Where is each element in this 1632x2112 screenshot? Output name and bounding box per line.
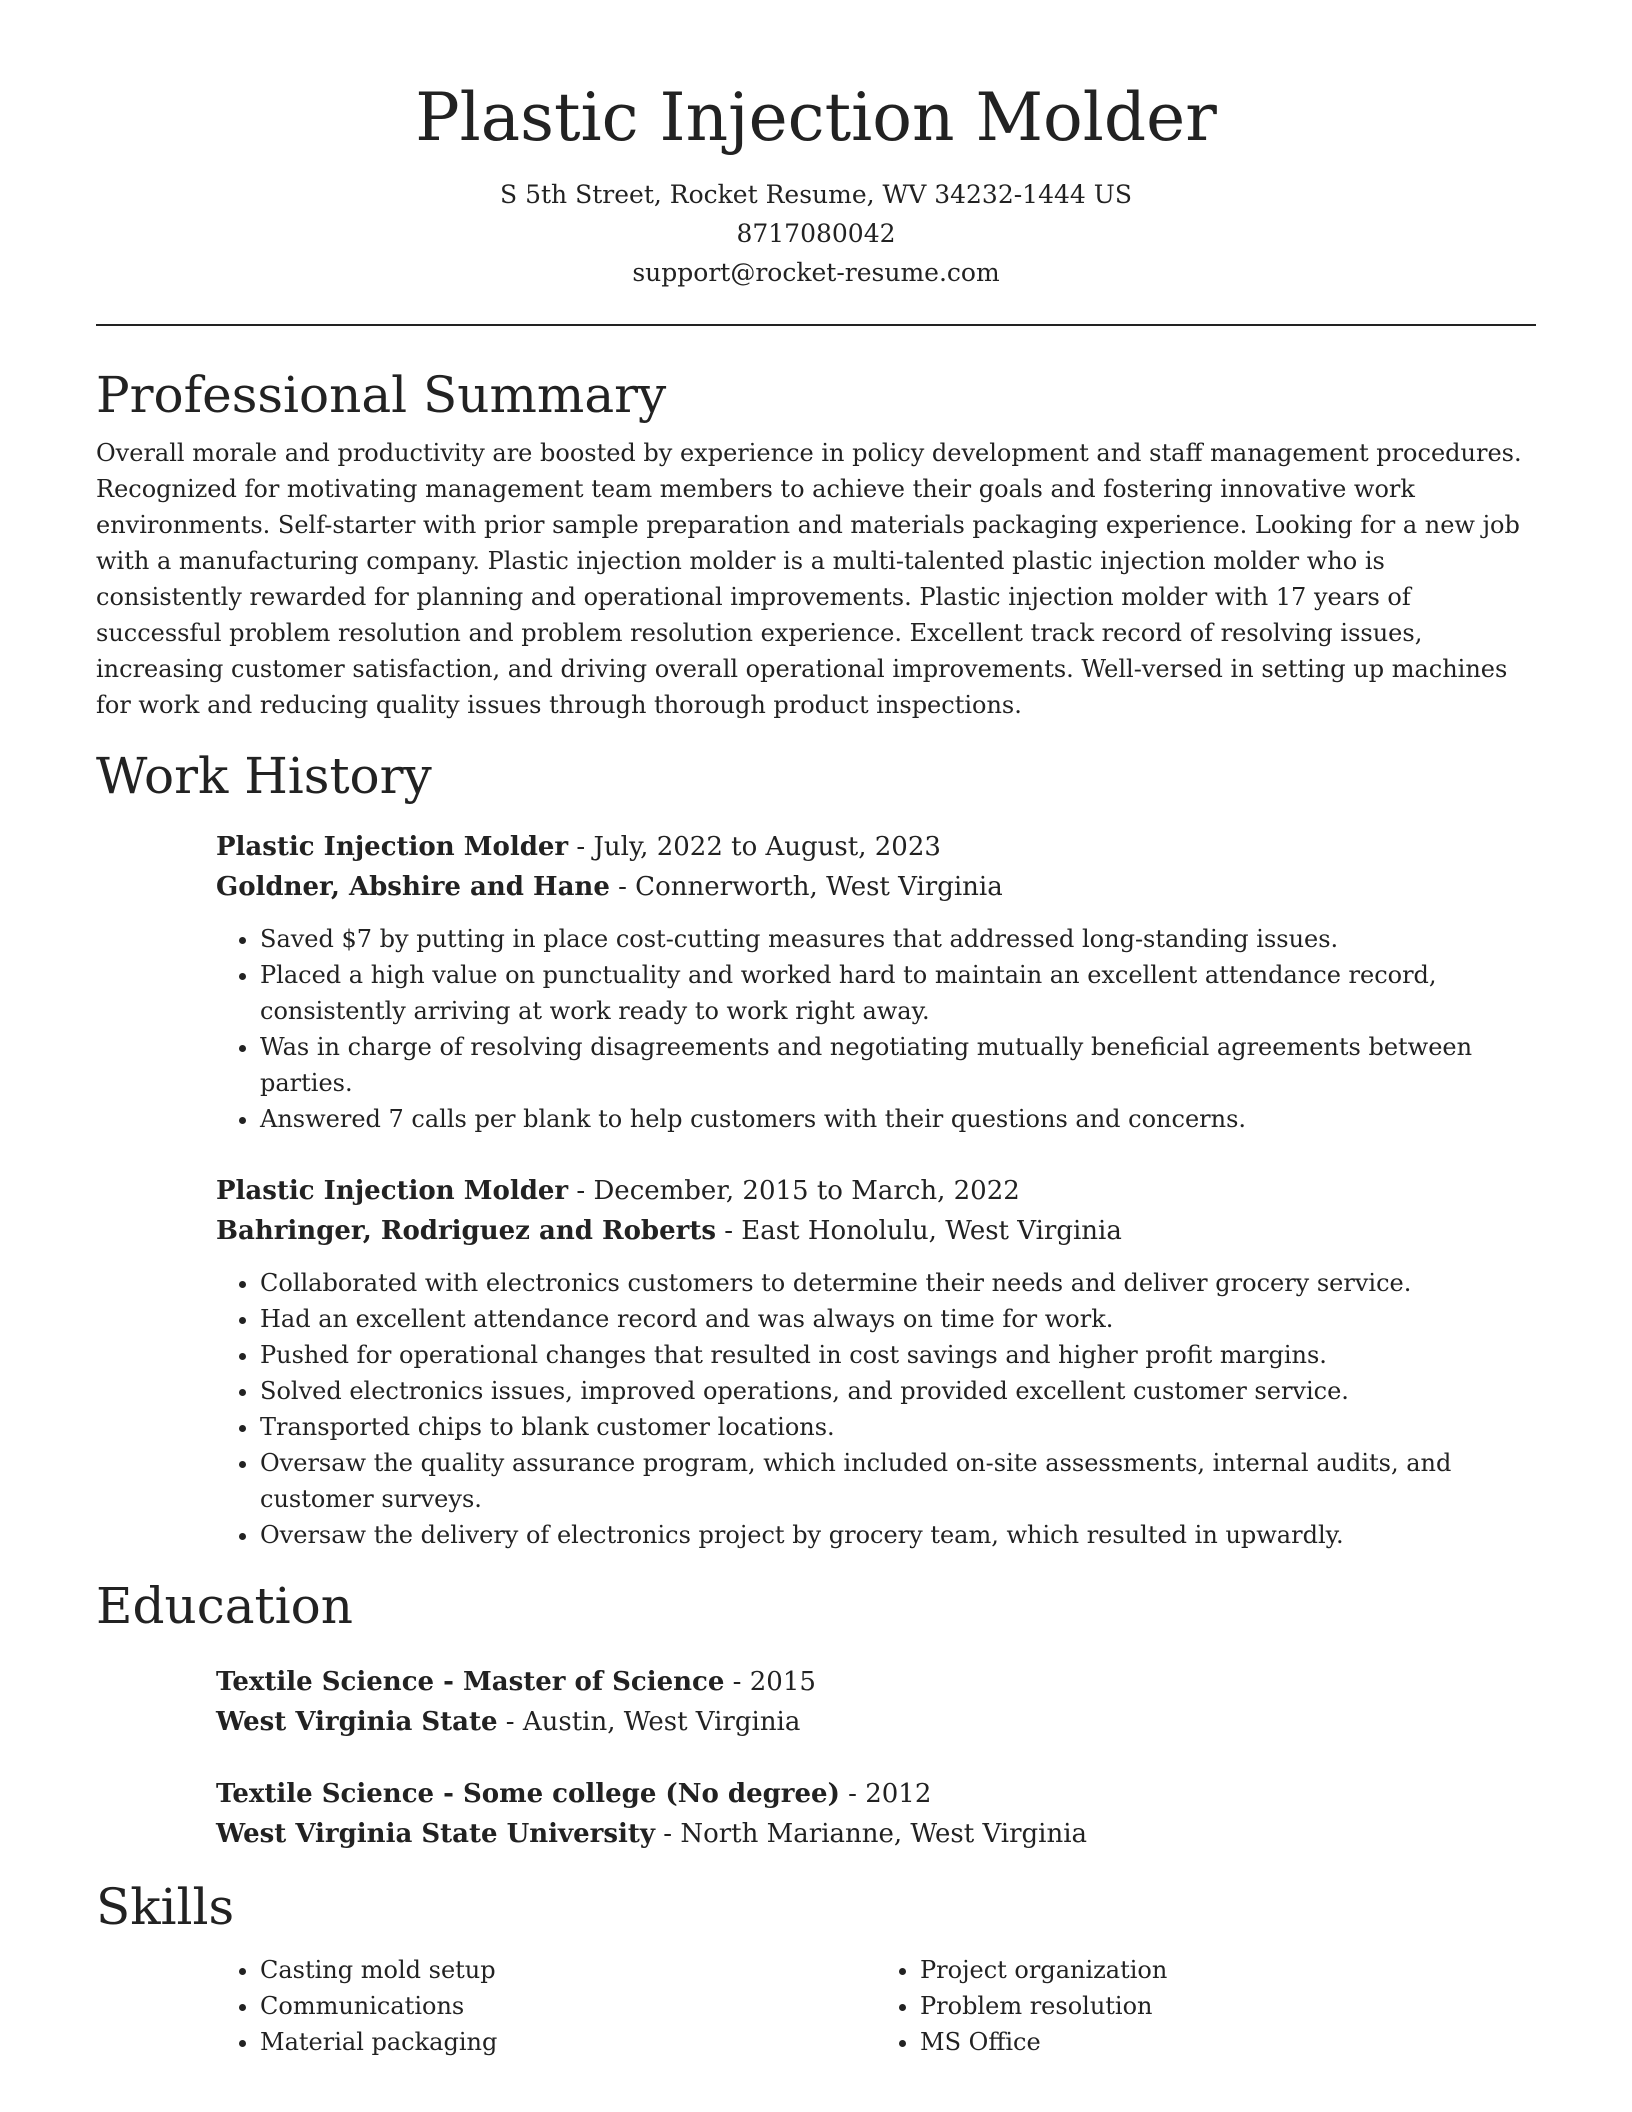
work-history-heading: Work History xyxy=(96,746,432,805)
contact-email: support@rocket-resume.com xyxy=(632,258,1000,288)
education-year: - 2015 xyxy=(724,1666,816,1697)
job-title-line xyxy=(216,1171,1536,1211)
education-degree: Textile Science - Some college (No degree) xyxy=(216,1778,840,1809)
job-role: Plastic Injection Molder xyxy=(216,832,569,863)
skill-item: • MS Office xyxy=(920,2024,1536,2060)
education-location: - North Marianne, West Virginia xyxy=(655,1818,1088,1849)
skills-section xyxy=(96,1876,1536,2061)
work-history-section xyxy=(96,745,1536,1554)
education-degree-line xyxy=(216,1774,1536,1814)
candidate-name: Plastic Injection Molder xyxy=(415,79,1217,156)
job-bullet: • Was in charge of resolving disagreements and negotiating mutually beneficial agreements between parties. xyxy=(260,1029,1536,1101)
skills-heading: Skills xyxy=(96,1877,235,1936)
resume-header xyxy=(96,0,1536,292)
job-bullet: • Collaborated with electronics customers to determine their needs and deliver grocery service. xyxy=(260,1265,1536,1301)
job-bullets xyxy=(216,1265,1536,1553)
education-school: West Virginia State University xyxy=(216,1818,656,1849)
job-location: - East Honolulu, West Virginia xyxy=(715,1216,1122,1247)
education-section xyxy=(96,1575,1536,1854)
job-bullet: • Had an excellent attendance record and was always on time for work. xyxy=(260,1301,1536,1337)
summary-text: Overall morale and productivity are boosted by experience in policy development and staff management procedures. Recognized for motivating management team members to achieve their goals and fostering innovative work environments. Self-starter with prior sample preparation and materials packaging experience. Looking for a new job with a manufacturing company. Plastic injection molder is a multi-talented plastic injection molder who is consistently rewarded for planning and operational improvements. Plastic injection molder with 17 years of successful problem resolution and problem resolution experience. Excellent track record of resolving issues, increasing customer satisfaction, and driving overall operational improvements. Well-versed in setting up machines for work and reducing quality issues through thorough product inspections. xyxy=(96,438,1522,719)
job-bullet: • Saved $7 by putting in place cost-cutting measures that addressed long-standing issues. xyxy=(260,921,1536,957)
job-bullet: • Solved electronics issues, improved operations, and provided excellent customer service. xyxy=(260,1373,1536,1409)
education-school-line xyxy=(216,1814,1536,1854)
education-school-line xyxy=(216,1702,1536,1742)
job-dates: - December, 2015 to March, 2022 xyxy=(568,1176,1020,1207)
job-bullets xyxy=(216,921,1536,1137)
skill-item: • Project organization xyxy=(920,1952,1536,1988)
skill-item: • Communications xyxy=(260,1988,876,2024)
contact-phone: 8717080042 xyxy=(736,219,896,249)
skills-columns xyxy=(216,1952,1536,2060)
education-degree: Textile Science - Master of Science xyxy=(216,1666,725,1697)
job-company: Goldner, Abshire and Hane xyxy=(216,872,610,903)
education-location: - Austin, West Virginia xyxy=(497,1706,801,1737)
education-entry xyxy=(216,1774,1536,1854)
education-school: West Virginia State xyxy=(216,1706,498,1737)
job-dates: - July, 2022 to August, 2023 xyxy=(568,832,941,863)
header-divider xyxy=(96,324,1536,326)
contact-address: S 5th Street, Rocket Resume, WV 34232-1444 US xyxy=(500,180,1132,210)
education-heading: Education xyxy=(96,1577,353,1636)
skills-column-right xyxy=(876,1952,1536,2060)
job-title-line xyxy=(216,827,1536,867)
job-bullet: • Oversaw the delivery of electronics project by grocery team, which resulted in upwardly. xyxy=(260,1517,1536,1553)
job-company: Bahringer, Rodriguez and Roberts xyxy=(216,1216,716,1247)
job-bullet: • Transported chips to blank customer locations. xyxy=(260,1409,1536,1445)
job-bullet: • Placed a high value on punctuality and worked hard to maintain an excellent attendance record, consistently arriving at work ready to work right away. xyxy=(260,957,1536,1029)
education-entry xyxy=(216,1662,1536,1742)
job-entry xyxy=(216,1171,1536,1553)
job-role: Plastic Injection Molder xyxy=(216,1176,569,1207)
education-degree-line xyxy=(216,1662,1536,1702)
skills-column-left xyxy=(216,1952,876,2060)
contact-info xyxy=(96,175,1536,292)
job-entry xyxy=(216,827,1536,1137)
job-company-line xyxy=(216,1211,1536,1251)
skill-item: • Problem resolution xyxy=(920,1988,1536,2024)
job-bullet: • Pushed for operational changes that resulted in cost savings and higher profit margins. xyxy=(260,1337,1536,1373)
education-year: - 2012 xyxy=(839,1778,932,1809)
skill-item: • Material packaging xyxy=(260,2024,876,2060)
job-company-line xyxy=(216,867,1536,907)
skill-item: • Casting mold setup xyxy=(260,1952,876,1988)
job-bullet: • Oversaw the quality assurance program, which included on-site assessments, internal audits, and customer surveys. xyxy=(260,1445,1536,1517)
job-location: - Connerworth, West Virginia xyxy=(609,872,1003,903)
summary-heading: Professional Summary xyxy=(96,366,667,425)
job-bullet: • Answered 7 calls per blank to help customers with their questions and concerns. xyxy=(260,1101,1536,1137)
